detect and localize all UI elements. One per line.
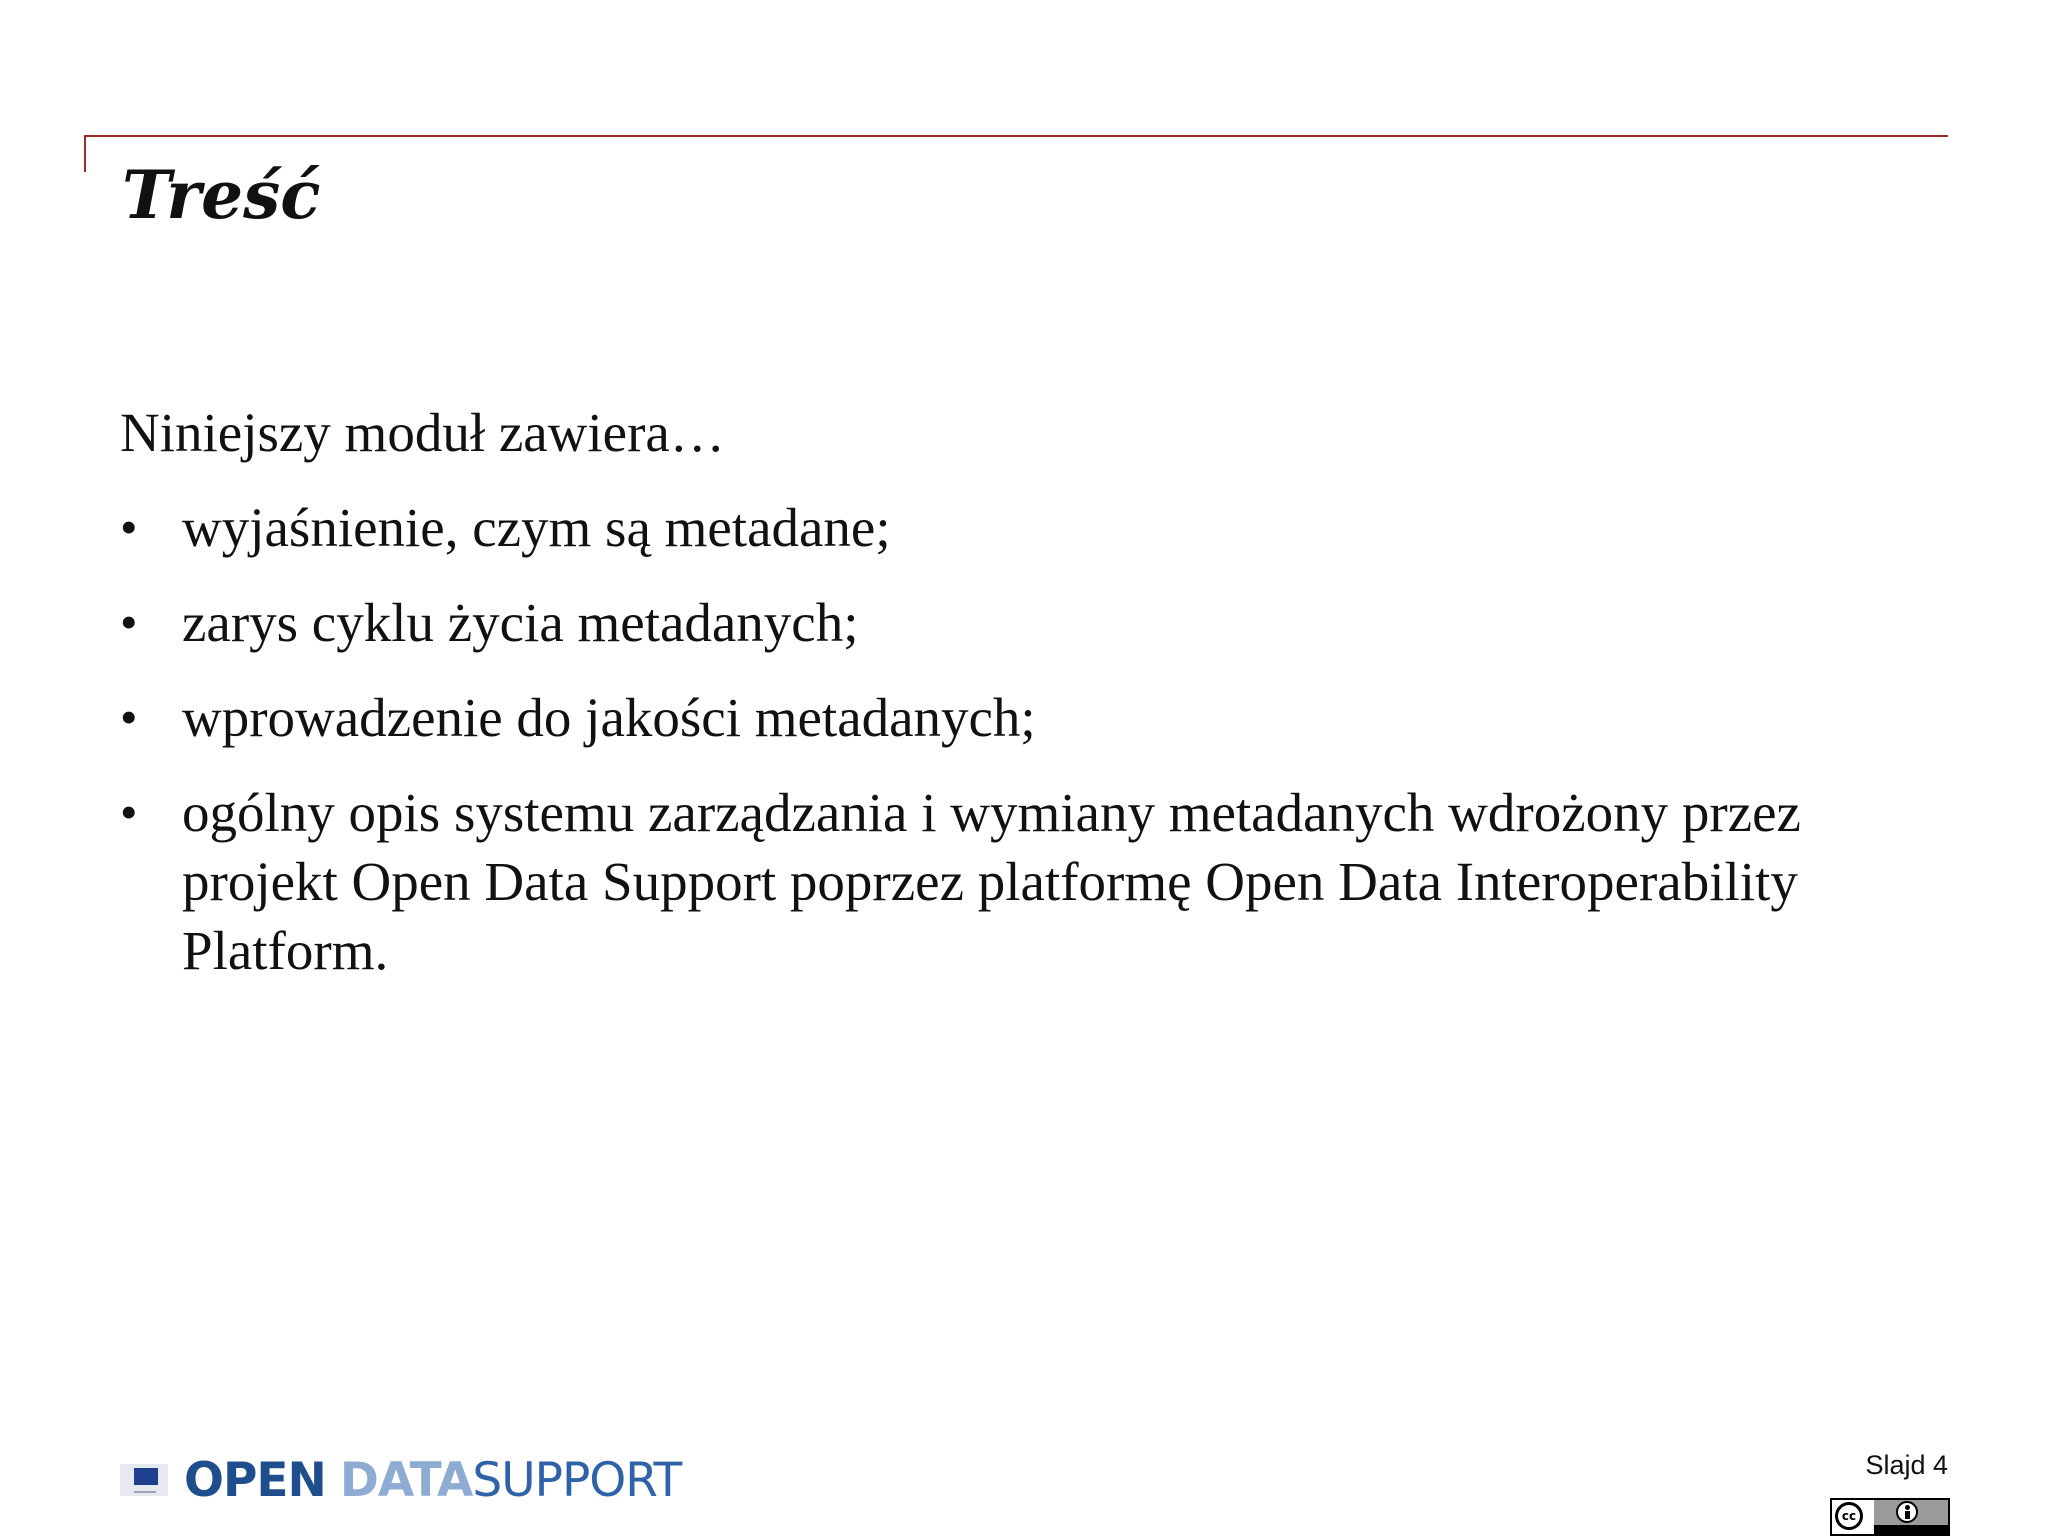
- bullet-text: ogólny opis systemu zarządzania i wymiany metadanych wdrożony przez projekt Open Data Support poprzez platformę Open Data Interoperability Platform.: [182, 782, 1801, 981]
- open-data-support-logo: [120, 1450, 681, 1510]
- bullet-item: [120, 778, 1900, 985]
- bullet-item: [120, 588, 1900, 657]
- by-label-strip: [1874, 1525, 1950, 1534]
- cc-icon: cc: [1835, 1502, 1863, 1530]
- logo-word-data: DATA: [339, 1452, 473, 1508]
- logo-word-open: OPEN: [184, 1452, 326, 1508]
- slide-title: Treść: [122, 156, 321, 234]
- bullet-dot-icon: •: [120, 594, 138, 650]
- european-commission-flag-icon: [120, 1458, 170, 1502]
- title-rule-vertical: [84, 135, 86, 172]
- bullet-item: [120, 683, 1900, 752]
- title-rule-horizontal: [84, 135, 1948, 137]
- slide-number: Slajd 4: [1865, 1450, 1948, 1480]
- bullet-dot-icon: •: [120, 499, 138, 555]
- bullet-text: wyjaśnienie, czym są metadane;: [182, 497, 891, 558]
- bullet-item: [120, 493, 1900, 562]
- bullet-text: zarys cyklu życia metadanych;: [182, 592, 859, 653]
- attribution-person-icon: [1896, 1501, 1918, 1523]
- logo-word-support: SUPPORT: [472, 1452, 682, 1508]
- intro-text: Niniejszy moduł zawiera…: [120, 402, 725, 463]
- bullet-dot-icon: •: [120, 689, 138, 745]
- bullet-list: [120, 493, 1900, 985]
- creative-commons-by-icon: [1830, 1498, 1950, 1536]
- bullet-dot-icon: •: [120, 784, 138, 840]
- bullet-text: wprowadzenie do jakości metadanych;: [182, 687, 1036, 748]
- slide-body: [120, 398, 1900, 1011]
